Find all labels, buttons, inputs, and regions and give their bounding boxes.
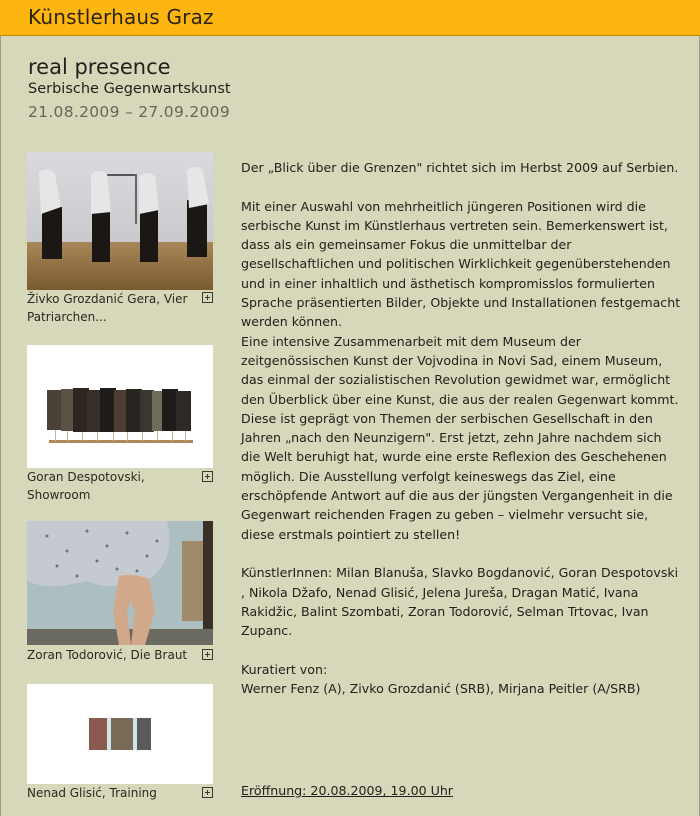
exhibition-dates: 21.08.2009 – 27.09.2009 [28,103,230,121]
expand-plus-icon[interactable] [202,787,213,798]
curated-label: Kuratiert von: [241,661,328,677]
artwork-caption: Nenad Glisić, Training [27,786,157,800]
expand-plus-icon[interactable] [202,649,213,660]
artwork-thumbnail-die-braut[interactable] [27,521,213,645]
intro-paragraph: Der „Blick über die Grenzen" richtet sich im Herbst 2009 auf Serbien. [241,160,679,175]
exhibition-subtitle: Serbische Gegenwartskunst [28,81,231,97]
site-title[interactable]: Künstlerhaus Graz [28,5,214,29]
artwork-thumbnail-showroom[interactable] [27,345,213,468]
artwork-thumbnail-vier-patriarchen[interactable] [27,152,213,290]
body-paragraph-2: Eine intensive Zusammenarbeit mit dem Museum der zeitgenössischen Kunst der Vojvodina in Novi Sad, einem Museum, das einmal der sozialistischen Revolution gewidmet war, ermöglicht den Überblick über eine Kunst, die aus der realen Gegenwart kommt. Diese ist geprägt von Themen der serbischen Gesellschaft in den Jahren „nach den Neunzigern". Erst jetzt, zehn Jahre nachdem sich die Welt beruhigt hat, wurde eine erste Reflexion des Geschehenen möglich. Die Ausstellung verfolgt keineswegs das Ziel, eine erschöpfende Antwort auf die aus der jüngsten Vergangenheit in die Gegenwart reichenden Fragen zu geben – vielmehr versucht sie, diese erstmals pointiert zu stellen! [241,333,679,542]
article-body [241,158,681,698]
artwork-image [27,345,213,468]
artwork-thumbnail-training[interactable] [27,684,213,784]
exhibition-title: real presence [28,55,171,79]
expand-plus-icon[interactable] [202,471,213,482]
artwork-caption: Goran Despotovski, Showroom [27,470,145,502]
artwork-caption: Živko Grozdanić Gera, Vier Patriarchen... [27,292,188,324]
expand-plus-icon[interactable] [202,292,213,303]
curators-list: Werner Fenz (A), Zivko Grozdanić (SRB), Mirjana Peitler (A/SRB) [241,681,641,697]
artists-list: KünstlerInnen: Milan Blanuša, Slavko Bogdanović, Goran Despotovski , Nikola Džafo, Nenad Glisić, Jelena Jureša, Dragan Matić, Ivana Rakidžic, Balint Szombati, Zoran Todorović, Selman Trtovac, Ivan Zupanc. [241,565,679,639]
artwork-caption: Zoran Todorović, Die Braut [27,648,188,662]
body-paragraph-1: Mit einer Auswahl von mehrheitlich jüngeren Positionen wird die serbische Kunst im Künstlerhaus vertreten sein. Bemerkenswert ist, dass als ein gemeinsamer Fokus die unmittelbar der gesellschaftlichen und politischen Wirklichkeit gegenüberstehenden und in einer inhaltlich und ästhetisch kompromisslos formulierten Sprache präsentierten Bilder, Objekte und Installationen festgemacht werden können. [241,198,681,330]
artwork-image [27,152,213,290]
artwork-image [27,684,213,784]
artwork-image [27,521,213,645]
opening-link[interactable]: Eröffnung: 20.08.2009, 19.00 Uhr [241,783,453,798]
site-header [0,0,700,36]
